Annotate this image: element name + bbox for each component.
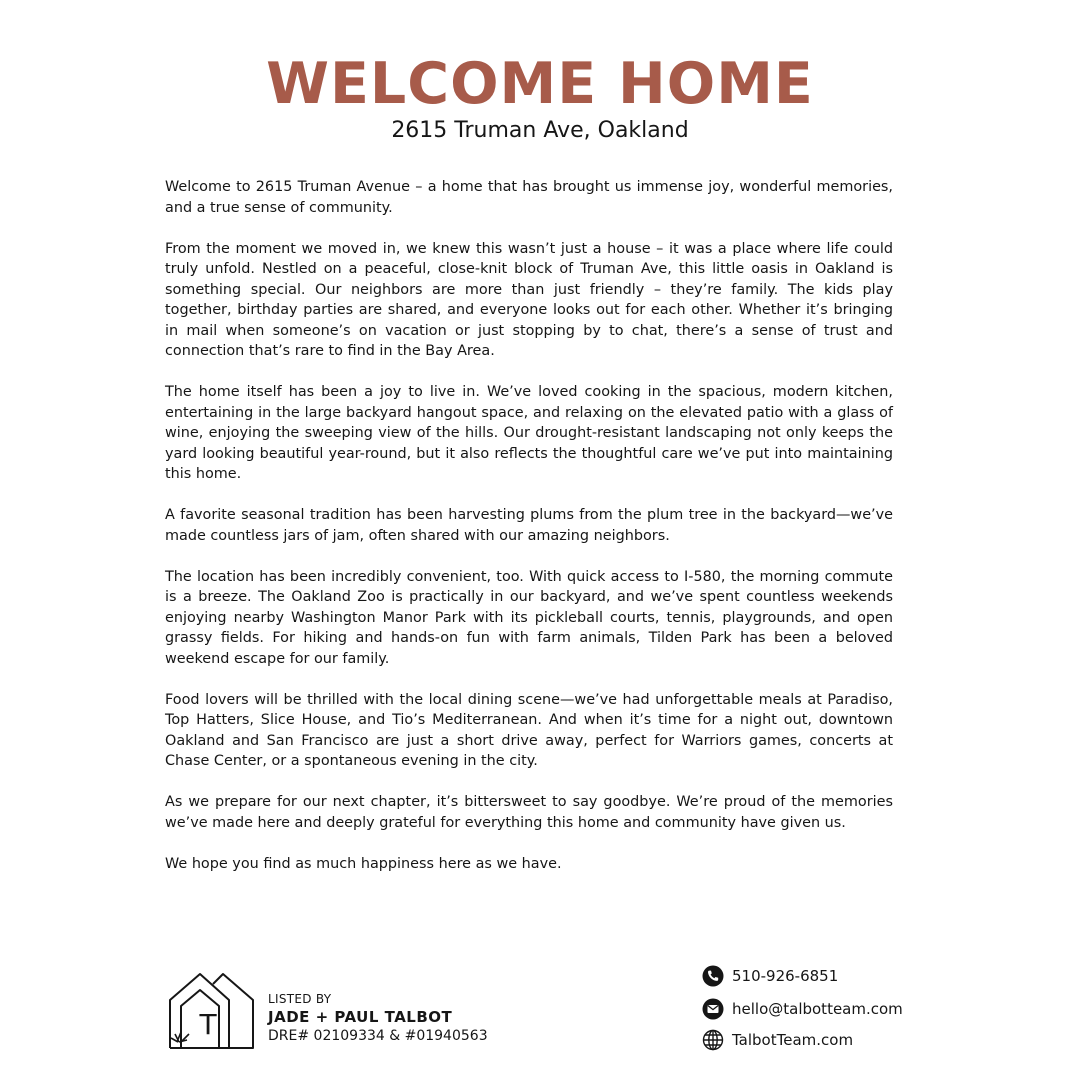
letter-paragraph: A favorite seasonal tradition has been harvesting plums from the plum tree in the backyard—we’ve made countless jars of jam, often shared with our amazing neighbors. xyxy=(165,507,893,544)
listed-by-label: LISTED BY xyxy=(268,992,332,1006)
talbot-team-logo xyxy=(167,970,255,1050)
phone-icon xyxy=(702,965,724,987)
letter-paragraph: The location has been incredibly convenient, too. With quick access to I-580, the morning commute is a breeze. The Oakland Zoo is practically in our backyard, and we’ve spent countless weekends enjoying nearby Washington Manor Park with its pickleball courts, tennis, playgrounds, and open grassy fields. For hiking and hands-on fun with farm animals, Tilden Park has been a beloved weekend escape for our family. xyxy=(165,568,893,667)
globe-icon xyxy=(702,1029,724,1051)
website-link[interactable]: TalbotTeam.com xyxy=(732,1031,854,1049)
phone-contact[interactable] xyxy=(702,964,838,988)
page-title: WELCOME HOME xyxy=(266,51,814,117)
letter-body xyxy=(165,177,893,874)
phone-number[interactable]: 510-926-6851 xyxy=(732,967,839,985)
email-contact[interactable] xyxy=(702,997,903,1021)
listing-agent-block xyxy=(268,992,488,1045)
email-address[interactable]: hello@talbotteam.com xyxy=(732,1000,903,1018)
letter-paragraph: Food lovers will be thrilled with the local dining scene—we’ve had unforgettable meals at Paradiso, Top Hatters, Slice House, and Tio’s Mediterranean. And when it’s time for a night out, downtown Oakland and San Francisco are just a short drive away, perfect for Warriors games, concerts at Chase Center, or a spontaneous evening in the city. xyxy=(165,691,893,769)
letter-paragraph: We hope you find as much happiness here as we have. xyxy=(165,855,562,872)
dre-license: DRE# 02109334 & #01940563 xyxy=(268,1028,488,1044)
property-address: 2615 Truman Ave, Oakland xyxy=(391,118,689,143)
letter-paragraph: Welcome to 2615 Truman Avenue – a home that has brought us immense joy, wonderful memories, and a true sense of community. xyxy=(165,179,893,216)
letter-paragraph: The home itself has been a joy to live in. We’ve loved cooking in the spacious, modern kitchen, entertaining in the large backyard hangout space, and relaxing on the elevated patio with a glass of wine, enjoying the sweeping view of the hills. Our drought-resistant landscaping not only keeps the yard looking beautiful year-round, but it also reflects the thoughtful care we’ve put into maintaining this home. xyxy=(165,384,893,482)
website-contact[interactable] xyxy=(702,1028,853,1052)
logo-letter: T xyxy=(199,1008,217,1041)
letter-paragraph: As we prepare for our next chapter, it’s bittersweet to say goodbye. We’re proud of the memories we’ve made here and deeply grateful for everything this home and community have given us. xyxy=(165,794,893,831)
agent-names: JADE + PAUL TALBOT xyxy=(268,1008,453,1026)
letter-paragraph: From the moment we moved in, we knew this wasn’t just a house – it was a place where life could truly unfold. Nestled on a peaceful, close-knit block of Truman Ave, this little oasis in Oakland is something special. Our neighbors are more than just friendly – they’re family. The kids play together, birthday parties are shared, and everyone looks out for each other. Whether it’s bringing in mail when someone’s on vacation or just stopping by to chat, there’s a sense of trust and connection that’s rare to find in the Bay Area. xyxy=(165,240,893,359)
email-icon xyxy=(702,998,724,1020)
